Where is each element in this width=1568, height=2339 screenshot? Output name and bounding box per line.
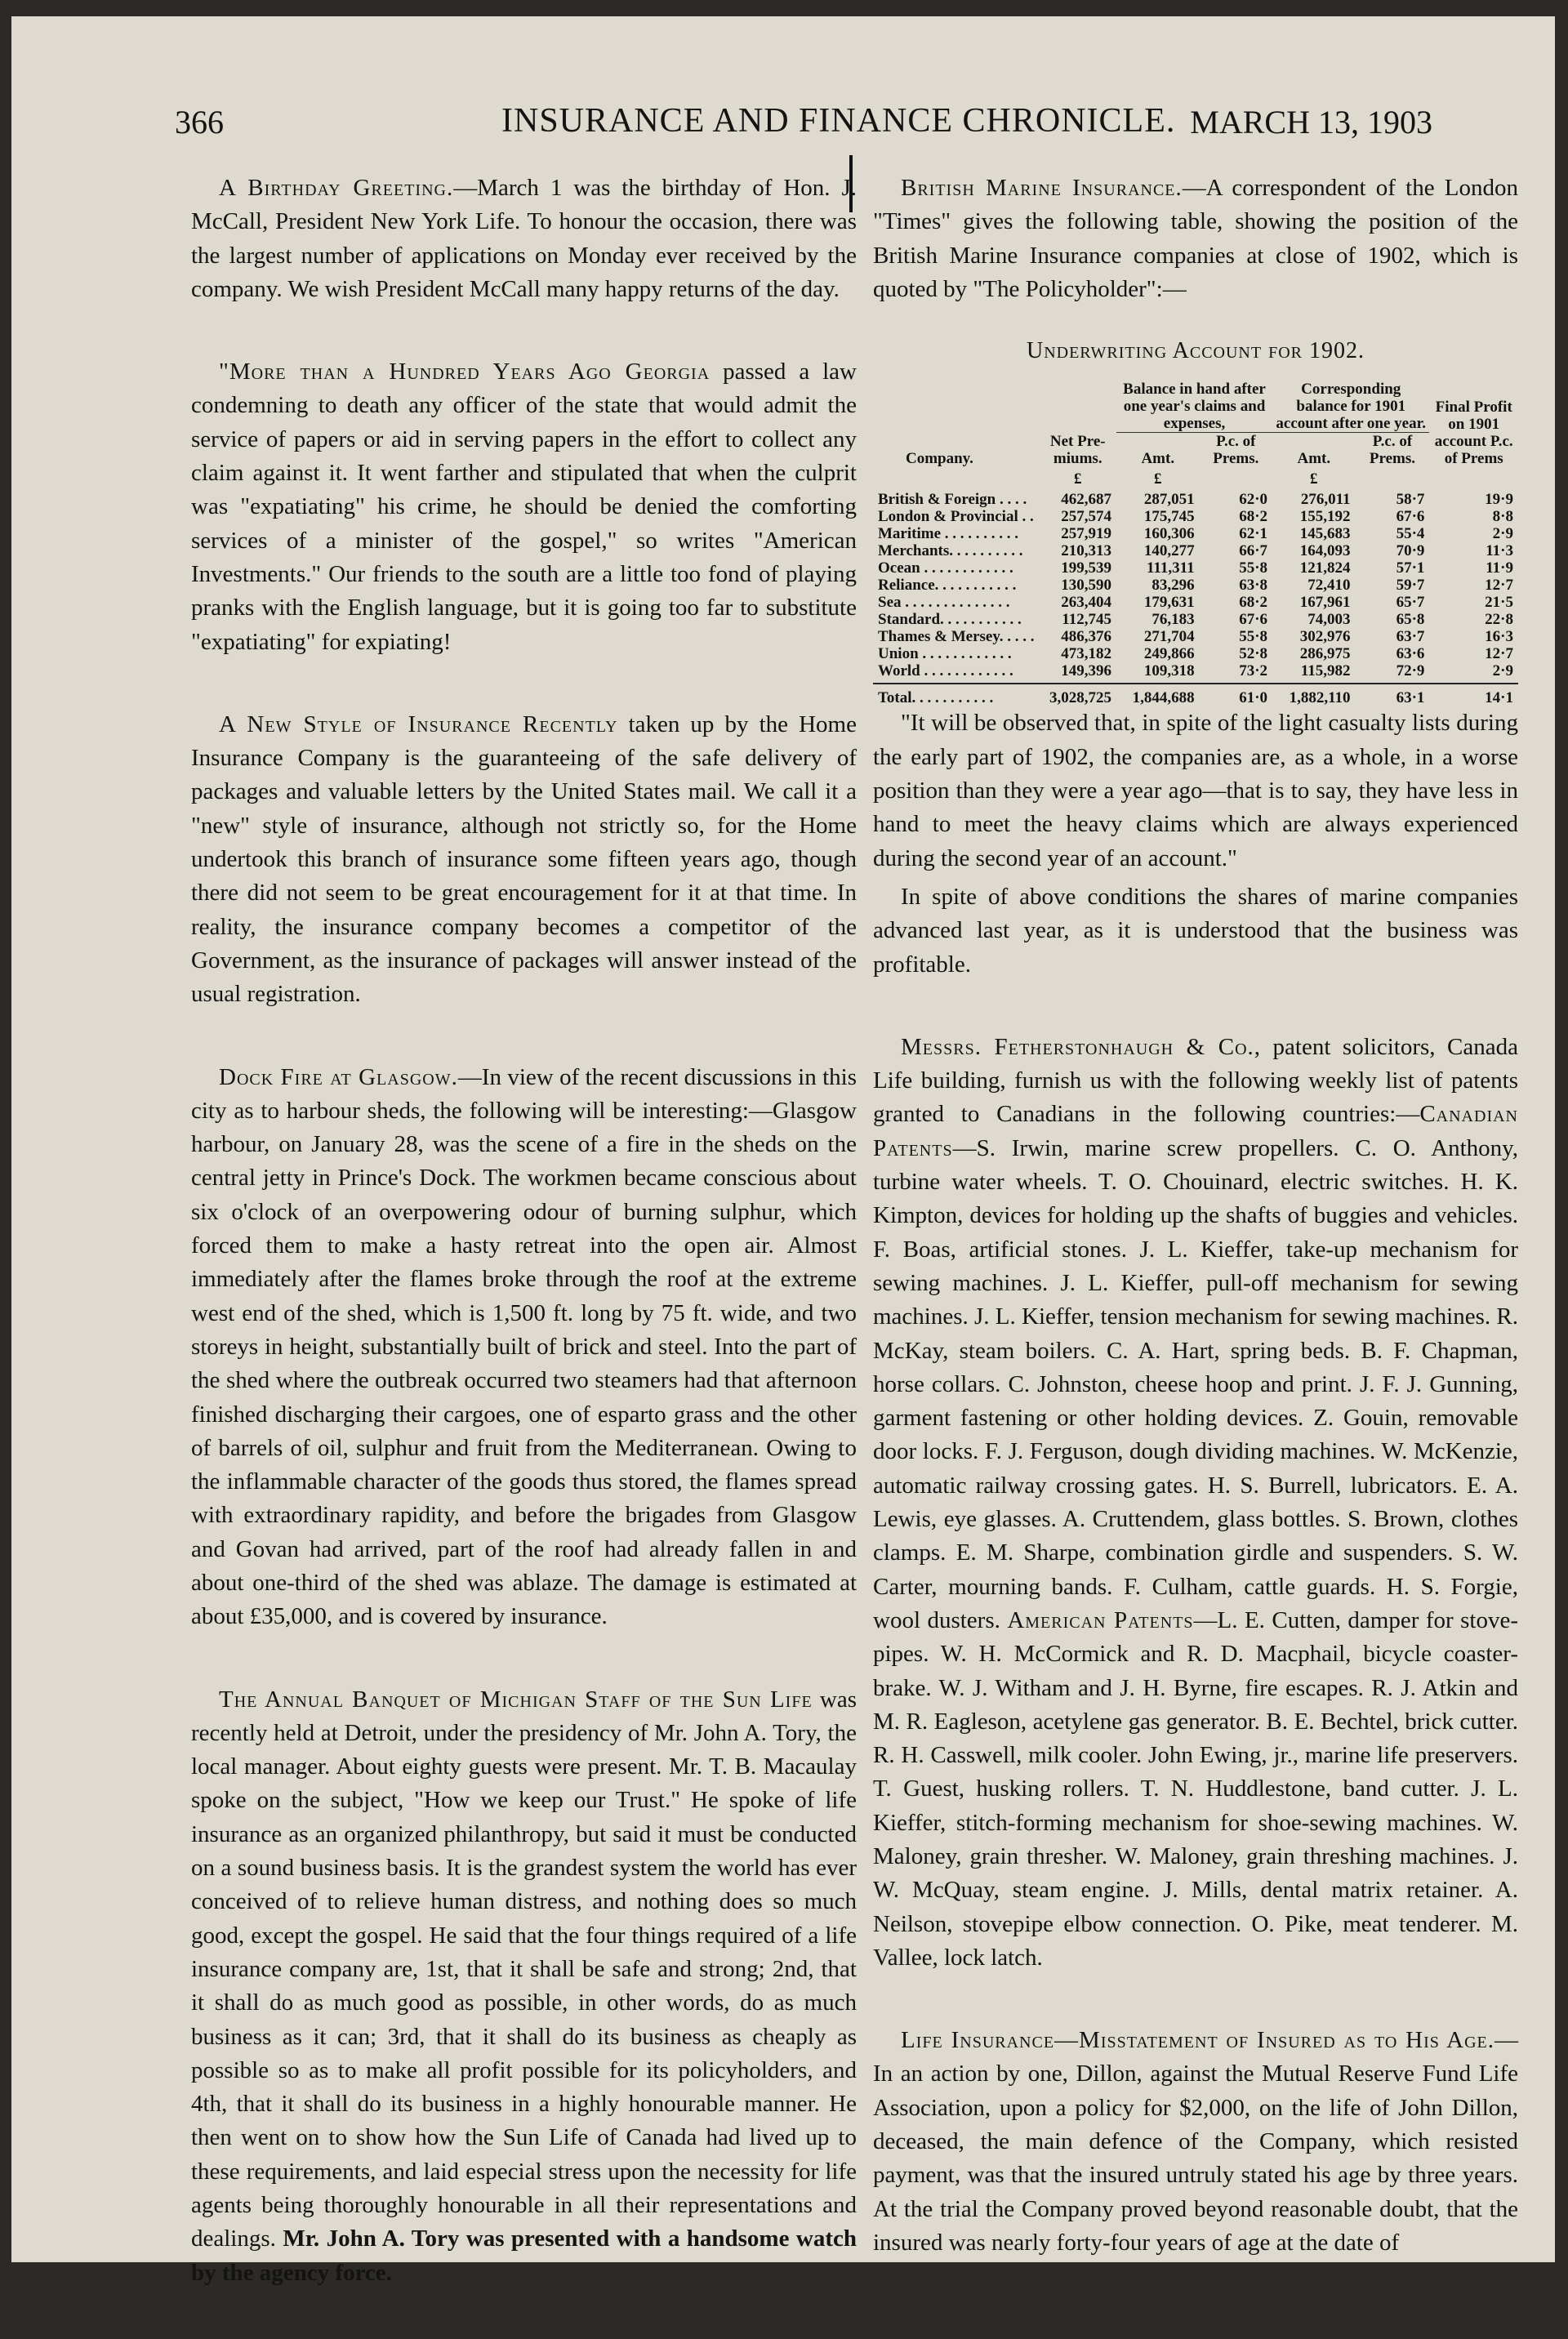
table-row xyxy=(873,542,1518,559)
value-cell: 271,704 xyxy=(1143,628,1195,646)
col-balance-group: Balance in hand after one year's claims and expenses, xyxy=(1123,381,1266,433)
american-patents-list: —L. E. Cutten, damper for stove-pipes. W. H. McCormick and R. D. Macphail, bicycle coaster-brake. W. J. Witham and J. H. Byrne, fire escapes. R. J. Atkin and M. R. Eagleson, acetylene gas generator. B. E. Bechtel, brick cutter. R. H. Casswell, milk cooler. John Ewing, jr., marine life preservers. T. Guest, husking rollers. T. N. Huddlestone, band cutter. J. L. Kieffer, stitch-forming mechanism for shoe-sewing machines. W. Maloney, grain thresher. W. Maloney, grain threshing machines. J. W. McQuay, steam engine. J. Mills, dental matrix retainer. A. Neilson, stovepipe elbow connection. O. Pike, meat tenderer. M. Vallee, lock latch. xyxy=(873,1606,1518,1971)
article-heading: The Annual Banquet of Michigan Staff of the Sun Life xyxy=(219,1686,813,1713)
value-cell: 145,683 xyxy=(1299,525,1351,543)
value-cell: 72,410 xyxy=(1307,577,1351,595)
value-cell: 130,590 xyxy=(1061,577,1111,595)
value-cell: 57·1 xyxy=(1396,559,1425,577)
page-header xyxy=(175,98,1432,147)
value-cell: 68·2 xyxy=(1239,508,1268,526)
value-cell: 2·9 xyxy=(1429,662,1518,684)
value-cell: 111,311 xyxy=(1146,559,1195,577)
subheading-canadian-patents: Canadian Patents xyxy=(873,1101,1518,1161)
unit-cell: £ xyxy=(1154,470,1162,488)
article-body: —In view of the recent discussions in this city as to harbour sheds, the following will be interesting:—Glasgow harbour, on January 28, was the scene of a fire in the sheds on the central jetty in Prince's Dock. The workmen became conscious about six o'clock of an overpowering odour of burning sulphur, which forced them to make a hasty retreat into the open air. Almost immediately after the flames broke through the roof at the extreme west end of the shed, which is 1,500 ft. long by 75 ft. wide, and two storeys in height, substantially built of brick and steel. Into the part of the shed where the outbreak occurred two steamers had that afternoon finished discharging their cargoes, one of esparto grass and the other of barrels of oil, sulphur and fruit from the Mediterranean. Owing to the inflammable character of the goods thus stored, the flames spread with extraordinary rapidity, and before the brigades from Glasgow and Govan had arrived, part of the roof had already fallen in and about one-third of the shed was ablaze. The damage is estimated at about £35,000, and is covered by insurance. xyxy=(191,1063,857,1630)
value-cell: 55·8 xyxy=(1239,628,1268,646)
article-heading: British Marine Insurance. xyxy=(901,175,1183,201)
article-quote: "It will be observed that, in spite of the light casualty lists during the early part of 1902, the companies are, as a whole, in a worse position than they were a year ago—that is to say, they have less in hand to meet the heavy claims which are always experienced during the second year of an account." xyxy=(873,710,1518,871)
table-body xyxy=(873,467,1518,706)
article-new-style-insurance xyxy=(191,708,857,1012)
value-cell: 2·9 xyxy=(1492,525,1513,543)
total-label: Total. . . . . . . . . . . xyxy=(873,684,1040,706)
article-body-tail: Mr. John A. Tory was presented with a handsome watch by the agency force. xyxy=(191,2225,857,2286)
value-cell: 62·1 xyxy=(1239,525,1268,543)
scanned-page xyxy=(11,16,1555,2286)
article-body: taken up by the Home Insurance Company is the guaranteeing of the safe delivery of packages and valuable letters by the United States mail. We call it a "new" style of insurance, although not strictly so, for the Home undertook this branch of insurance some fifteen years ago, though there did not seem to be great encouragement for it at that time. In reality, the insurance company becomes a competitor of the Government, as the insurance of packages will answer instead of the usual registration. xyxy=(191,711,857,1008)
col-amt-1901: Amt. xyxy=(1272,433,1355,468)
value-cell: 210,313 xyxy=(1061,542,1111,560)
value-cell: 11·3 xyxy=(1486,542,1513,560)
value-cell: 19·9 xyxy=(1485,491,1513,509)
value-cell: 12·7 xyxy=(1485,577,1513,595)
value-cell: 55·8 xyxy=(1239,559,1268,577)
total-value: 3,028,725 xyxy=(1040,684,1116,706)
value-cell: 70·9 xyxy=(1396,542,1425,560)
page-number: 366 xyxy=(175,104,224,140)
value-cell: 74,003 xyxy=(1307,611,1351,629)
table-title: Underwriting Account for 1902. xyxy=(1026,338,1365,364)
value-cell: 109,318 xyxy=(1116,662,1200,684)
unit-cell: £ xyxy=(1310,470,1318,488)
article-comment: In spite of above conditions the shares of marine companies advanced last year, as it is understood that the business was profitable. xyxy=(873,883,1518,978)
article-georgia-law xyxy=(191,355,857,659)
value-cell: 164,093 xyxy=(1299,542,1351,560)
company-cell: World . . . . . . . . . . . . xyxy=(873,662,1040,684)
total-value: 1,882,110 xyxy=(1272,684,1355,706)
article-birthday-greeting xyxy=(191,172,857,306)
issue-date: MARCH 13, 1903 xyxy=(1190,104,1432,140)
article-british-marine xyxy=(873,172,1518,306)
col-pc-prems-1901: P.c. of Prems. xyxy=(1356,433,1430,468)
col-final-profit: Final Profit on 1901 account P.c. of Prems xyxy=(1434,399,1513,468)
article-heading: A New Style of Insurance Recently xyxy=(219,711,618,737)
value-cell: 112,745 xyxy=(1062,611,1111,629)
table-row xyxy=(873,559,1518,577)
col-amt: Amt. xyxy=(1116,433,1200,468)
value-cell: 16·3 xyxy=(1485,628,1513,646)
value-cell: 63·8 xyxy=(1239,577,1268,595)
subheading-american-patents: American Patents xyxy=(1007,1606,1194,1633)
value-cell: 115,982 xyxy=(1272,662,1355,684)
value-cell: 199,539 xyxy=(1061,559,1111,577)
company-cell: Reliance. . . . . . . . . . . xyxy=(878,577,1017,595)
company-cell: Thames & Mersey. . . . . xyxy=(878,628,1035,646)
value-cell: 263,404 xyxy=(1061,594,1111,612)
article-body: —March 1 was the birthday of Hon. J. McCall, President New York Life. To honour the occasion, there was the largest number of applications on Monday ever received by the company. We wish President McCall many happy returns of the day. xyxy=(191,175,857,302)
article-heading: Messrs. Fetherstonhaugh & Co., xyxy=(901,1033,1262,1060)
company-cell: Sea . . . . . . . . . . . . . . xyxy=(878,594,1010,612)
units-row xyxy=(873,467,1518,491)
value-cell: 302,976 xyxy=(1299,628,1351,646)
value-cell: 462,687 xyxy=(1061,491,1111,509)
value-cell: 160,306 xyxy=(1143,525,1195,543)
value-cell: 155,192 xyxy=(1299,508,1351,526)
value-cell: 249,866 xyxy=(1143,645,1195,663)
article-heading: A Birthday Greeting. xyxy=(219,175,454,201)
table-row xyxy=(873,508,1518,525)
value-cell: 72·9 xyxy=(1356,662,1430,684)
value-cell: 257,574 xyxy=(1061,508,1111,526)
total-value: 63·1 xyxy=(1356,684,1430,706)
article-misstatement-age xyxy=(873,2024,1518,2260)
table-row xyxy=(873,491,1518,508)
right-column xyxy=(873,172,1518,2309)
value-cell: 179,631 xyxy=(1143,594,1195,612)
value-cell: 22·8 xyxy=(1485,611,1513,629)
col-company: Company. xyxy=(906,450,973,468)
value-cell: 73·2 xyxy=(1200,662,1272,684)
value-cell: 167,961 xyxy=(1299,594,1351,612)
value-cell: 473,182 xyxy=(1061,645,1111,663)
table-row xyxy=(873,577,1518,594)
company-cell: Standard. . . . . . . . . . . xyxy=(878,611,1022,629)
company-cell: Maritime . . . . . . . . . . xyxy=(878,525,1019,543)
value-cell: 175,745 xyxy=(1143,508,1195,526)
value-cell: 257,919 xyxy=(1061,525,1111,543)
table-row xyxy=(873,611,1518,628)
table-row xyxy=(873,628,1518,645)
article-sun-life-banquet xyxy=(191,1683,857,2290)
total-value: 1,844,688 xyxy=(1116,684,1200,706)
article-heading: "More than a Hundred Years Ago Georgia xyxy=(219,359,710,385)
value-cell: 286,975 xyxy=(1299,645,1351,663)
col-pc-prems: P.c. of Prems. xyxy=(1200,433,1272,468)
value-cell: 59·7 xyxy=(1396,577,1425,595)
value-cell: 63·7 xyxy=(1396,628,1425,646)
company-cell: British & Foreign . . . . xyxy=(878,491,1027,509)
company-cell: London & Provincial . . xyxy=(878,508,1034,526)
value-cell: 486,376 xyxy=(1061,628,1111,646)
underwriting-table xyxy=(873,381,1518,706)
canadian-patents-list: —S. Irwin, marine screw propellers. C. O. Anthony, turbine water wheels. T. O. Chouinard, electric switches. H. K. Kimpton, devices for holding up the shafts of buggies and vehicles. F. Boas, artificial stones. J. L. Kieffer, take-up mechanism for sewing machines. J. L. Kieffer, pull-off mechanism for sewing machines. J. L. Kieffer, tension mechanism for sewing machines. R. McKay, steam boilers. C. A. Hart, spring beds. B. F. Chapman, horse collars. C. Johnston, cheese hoop and print. J. F. J. Gunning, garment fastening or other holding devices. Z. Gouin, removable door locks. F. J. Ferguson, dough dividing machines. W. McKenzie, automatic railway crossing gates. H. S. Burrell, lubricators. E. A. Lewis, eye glasses. A. Cruttendem, glass bottles. S. Brown, clothes clamps. E. M. Sharpe, combination girdle and suspenders. S. W. Carter, mourning bands. F. Culham, cattle guards. H. S. Forgie, wool dusters. xyxy=(873,1134,1518,1633)
value-cell: 76,183 xyxy=(1152,611,1195,629)
total-row xyxy=(873,684,1518,706)
value-cell: 276,011 xyxy=(1300,491,1351,509)
value-cell: 66·7 xyxy=(1239,542,1268,560)
total-value: 61·0 xyxy=(1200,684,1272,706)
unit-cell: £ xyxy=(1074,470,1082,488)
company-cell: Ocean . . . . . . . . . . . . xyxy=(878,559,1013,577)
left-column xyxy=(191,172,857,2339)
value-cell: 140,277 xyxy=(1143,542,1195,560)
value-cell: 67·6 xyxy=(1396,508,1425,526)
publication-title: INSURANCE AND FINANCE CHRONICLE. xyxy=(501,102,1176,140)
article-dock-fire-glasgow xyxy=(191,1061,857,1634)
company-cell: Merchants. . . . . . . . . . xyxy=(878,542,1023,560)
col-corresponding-group: Corresponding balance for 1901 account after one year. xyxy=(1276,381,1427,433)
table-row xyxy=(873,645,1518,662)
value-cell: 21·5 xyxy=(1485,594,1513,612)
value-cell: 58·7 xyxy=(1396,491,1425,509)
value-cell: 65·7 xyxy=(1396,594,1425,612)
article-heading: Dock Fire at Glasgow. xyxy=(219,1063,458,1090)
value-cell: 62·0 xyxy=(1239,491,1268,509)
value-cell: 63·6 xyxy=(1396,645,1425,663)
value-cell: 67·6 xyxy=(1239,611,1268,629)
total-value: 14·1 xyxy=(1429,684,1518,706)
table-row xyxy=(873,594,1518,611)
table-row xyxy=(873,662,1518,684)
value-cell: 52·8 xyxy=(1239,645,1268,663)
value-cell: 149,396 xyxy=(1040,662,1116,684)
value-cell: 65·8 xyxy=(1396,611,1425,629)
value-cell: 83,296 xyxy=(1152,577,1195,595)
table-row xyxy=(873,525,1518,542)
value-cell: 8·8 xyxy=(1492,508,1513,526)
value-cell: 12·7 xyxy=(1485,645,1513,663)
value-cell: 11·9 xyxy=(1486,559,1513,577)
article-heading: Life Insurance—Misstatement of Insured as to His Age. xyxy=(901,2027,1494,2054)
col-net-premiums: Net Pre-miums. xyxy=(1049,433,1106,468)
article-body: —A correspondent of the London "Times" gives the following table, showing the position of the British Marine Insurance companies at close of 1902, which is quoted by "The Policyholder":— xyxy=(873,175,1518,302)
company-cell: Union . . . . . . . . . . . . xyxy=(878,645,1012,663)
value-cell: 287,051 xyxy=(1143,491,1195,509)
article-patents xyxy=(873,1031,1518,1975)
article-body: passed a law condemning to death any officer of the state that would admit the service of papers or aid in serving papers in the effort to collect any claim against it. It went farther and stipulated that when the culprit was "expatiating" his crime, he should be denied the comforting services of a minister of the gospel," so writes "American Investments." Our friends to the south are a little too fond of playing pranks with the English language, but it is going too far to substitute "expatiating" for expiating! xyxy=(191,359,857,655)
article-body: was recently held at Detroit, under the presidency of Mr. John A. Tory, the local manager. About eighty guests were present. Mr. T. B. Macaulay spoke on the subject, "How we keep our Trust." He spoke of life insurance as an organized philanthropy, but said it must be conducted on a sound business basis. It is the grandest system the world has ever conceived of to relieve human distress, and nothing does so much good, except the gospel. He said that the four things required of a life insurance company are, 1st, that it shall be safe and strong; 2nd, that it shall do as much good as possible, in other words, do as much business as it can; 3rd, that it shall do its business as cheaply as possible so as to make all profit possible for its policyholders, and 4th, that it shall do its business in a highly honourable manner. He then went on to show how the Sun Life of Canada had lived up to these requirements, and laid especial stress upon the necessity for life agents being thoroughly honourable in all their representations and dealings. xyxy=(191,1686,857,2252)
article-body: —In an action by one, Dillon, against the Mutual Reserve Fund Life Association, upon a policy for $2,000, on the life of John Dillon, deceased, the main defence of the Company, which resisted payment, was that the insured untruly stated his age by three years. At the trial the Company proved beyond reasonable doubt, that the insured was nearly forty-four years of age at the date of xyxy=(873,2027,1518,2256)
value-cell: 68·2 xyxy=(1239,594,1268,612)
article-body: patent solicitors, Canada Life building, furnish us with the following weekly list of patents granted to Canadians in the following countries:— xyxy=(873,1033,1518,1128)
value-cell: 55·4 xyxy=(1396,525,1425,543)
value-cell: 121,824 xyxy=(1299,559,1351,577)
